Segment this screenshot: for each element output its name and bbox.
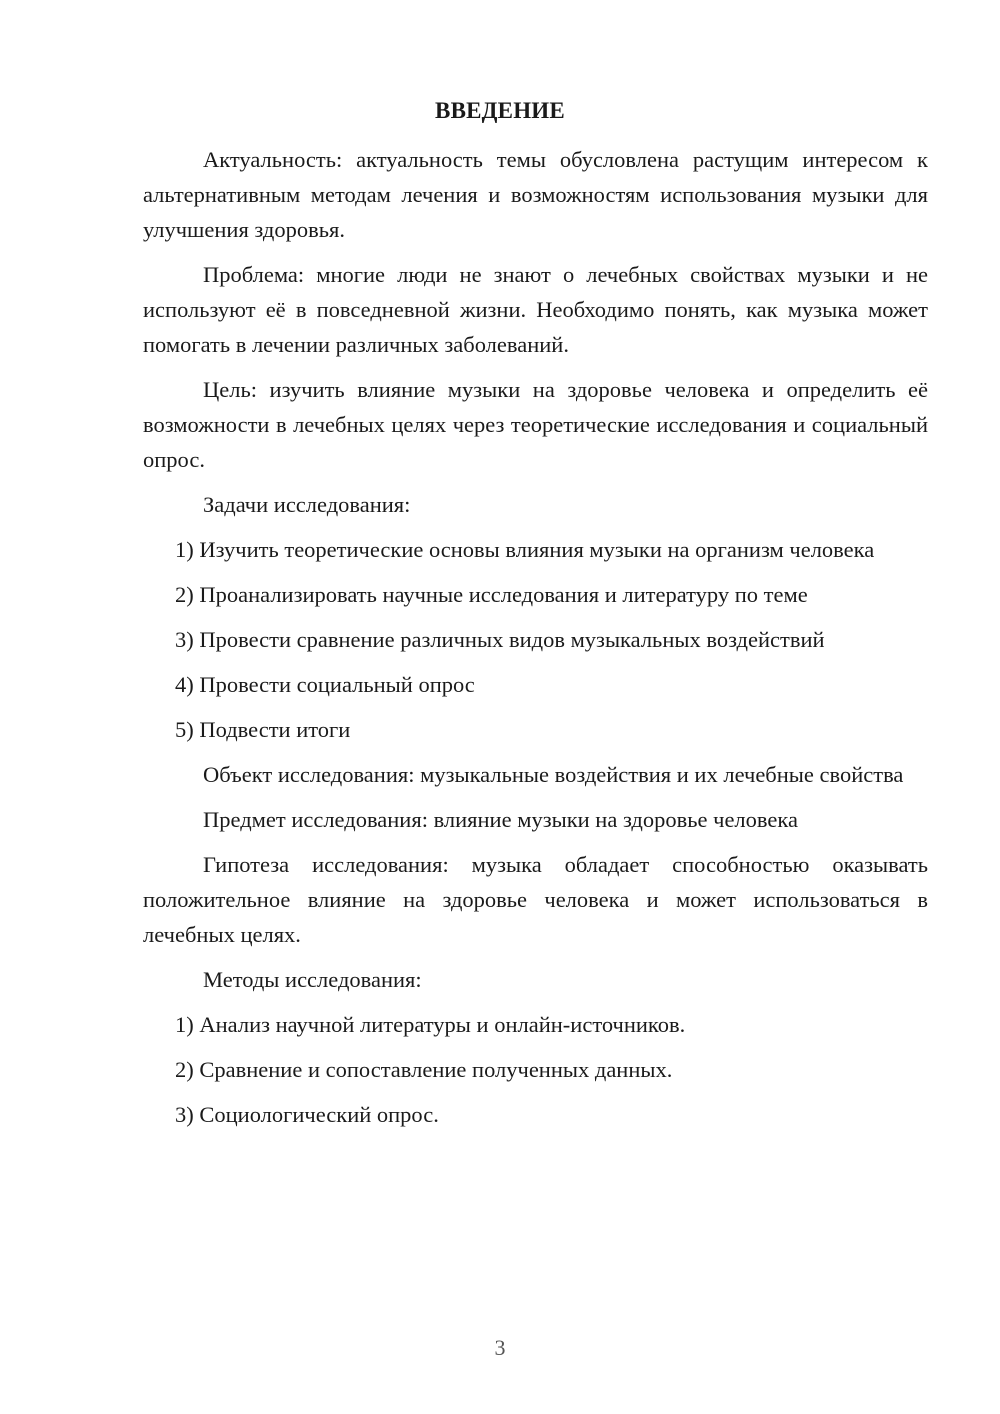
task-item: 1) Изучить теоретические основы влияния музыки на организм человека bbox=[175, 537, 875, 562]
tasks-heading: Задачи исследования: bbox=[203, 492, 411, 517]
object-paragraph: Объект исследования: музыкальные воздействия и их лечебные свойства bbox=[203, 762, 904, 787]
method-item: 2) Сравнение и сопоставление полученных данных. bbox=[175, 1057, 673, 1082]
document-body bbox=[143, 142, 928, 1142]
relevance-paragraph: Актуальность: актуальность темы обусловлена растущим интересом к альтернативным методам лечения и возможностям использования музыки для улучшения здоровья. bbox=[143, 147, 928, 242]
goal-paragraph: Цель: изучить влияние музыки на здоровье человека и определить её возможности в лечебных целях через теоретические исследования и социальный опрос. bbox=[143, 377, 928, 472]
methods-heading: Методы исследования: bbox=[203, 967, 422, 992]
subject-paragraph: Предмет исследования: влияние музыки на здоровье человека bbox=[203, 807, 798, 832]
task-item: 4) Провести социальный опрос bbox=[175, 672, 475, 697]
method-item: 3) Социологический опрос. bbox=[175, 1102, 439, 1127]
task-item: 3) Провести сравнение различных видов музыкальных воздействий bbox=[175, 627, 825, 652]
method-item: 1) Анализ научной литературы и онлайн-источников. bbox=[175, 1012, 686, 1037]
hypothesis-paragraph: Гипотеза исследования: музыка обладает способностью оказывать положительное влияние на здоровье человека и может использоваться в лечебных целях. bbox=[143, 852, 928, 947]
problem-paragraph: Проблема: многие люди не знают о лечебных свойствах музыки и не используют её в повседневной жизни. Необходимо понять, как музыка может помогать в лечении различных заболеваний. bbox=[143, 262, 928, 357]
task-item: 5) Подвести итоги bbox=[175, 717, 351, 742]
page-title: ВВЕДЕНИЕ bbox=[435, 98, 565, 123]
page-number: 3 bbox=[494, 1335, 506, 1360]
task-item: 2) Проанализировать научные исследования и литературу по теме bbox=[175, 582, 808, 607]
